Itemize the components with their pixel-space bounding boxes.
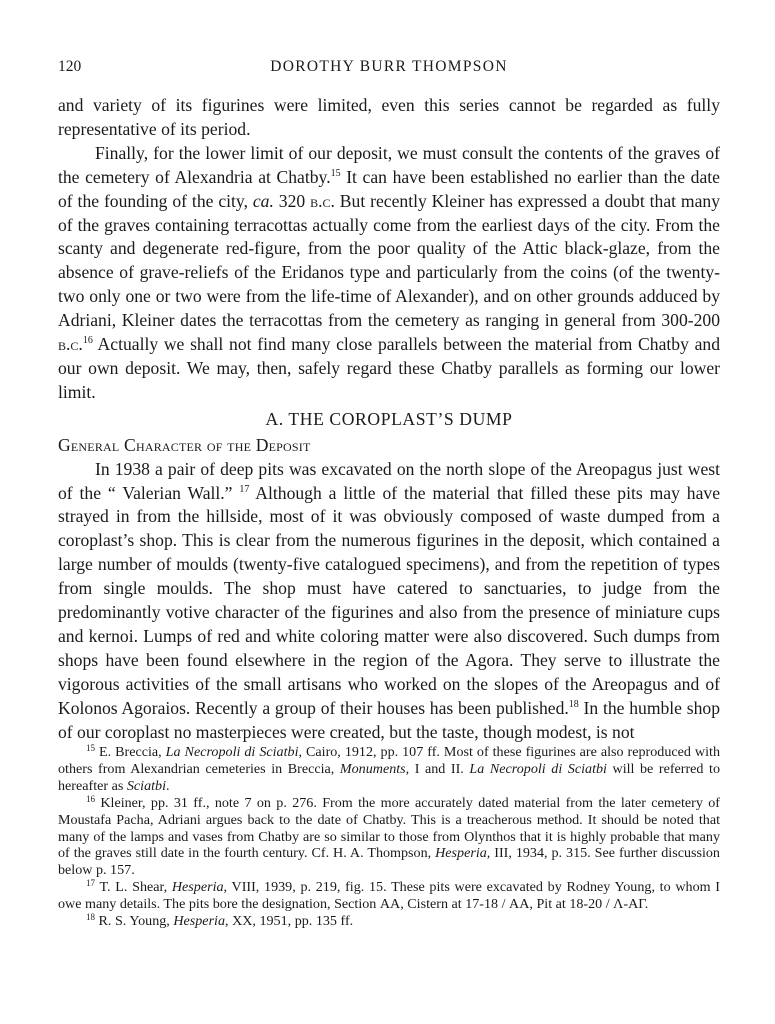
text-run: But recently Kleiner has expressed a doubt that many of the graves containing terracottas actually come from the earliest days of the city. From the scanty and degenerate red-figure, from the poor quality of the Attic black-glaze, from the absence of grave-reliefs of the Eridanos type and particularly from the coins (of the twenty-two only one or two were from the life-time of Alexander), and on other grounds adduced by Adriani, Kleiner dates the terracottas from the cemetery as ranging in general from 300-200 [58,190,721,331]
text-run: Actually we shall not find many close parallels between the material from Chatby and our own deposit. We may, then, safely regard these Chatby parallels as forming our lower limit. [58,334,720,402]
text-run: , III, 1934, p. 315. See further discussion below p. 157. [58,845,720,879]
footnote-15 [58,744,720,795]
text-run: Although a little of the material that filled these pits may have strayed in from the hillside, most of it was obviously composed of waste dumped from a coroplast’s shop. This is clear from the numerous figurines in the deposit, which contained a large number of moulds (twenty-five catalogued specimens), and from the repetition of types from single moulds. The shop must have catered to sanctuaries, to judge from the predominantly votive character of the figurines and also from the presence of miniature cups and kernoi. Lumps of red and white coloring matter were also discovered. Such dumps from shops have been found elsewhere in the region of the Agora. They serve to illustrate the vigorous activities of the small artisans who worked on the slopes of the Areopagus and of Kolonos Agoraios. Recently a group of their houses has been published. [58,482,721,718]
footnote-ref-18[interactable]: 18 [568,698,579,710]
text-run: E. Breccia, [95,744,166,760]
text-run: Kleiner, pp. 31 ff., note 7 on p. 276. From the more accurately dated material from the later cemetery of Moustafa Pacha, Adriani argues back to the date of Chatby. This is a treacherous method. It should be noted that many of the lamps and vases from Chatby are so similar to those from Olynthos that it is highly probable that many of the graves still date in the fourth century. Cf. H. A. Thompson, [58,794,720,862]
page-header [58,58,720,80]
italic-title: Hesperia [173,913,226,930]
running-head: DOROTHY BURR THOMPSON [270,58,508,75]
footnote-18 [58,913,720,930]
page-number: 120 [58,58,82,75]
italic-title: La Necropoli di Sciatbi [165,744,299,760]
subheading: General Character of the Deposit [58,434,311,455]
footnote-ref-15[interactable]: 15 [330,167,341,179]
text-run: It can have been established no earlier than the date of the founding of the city, [58,166,720,211]
italic-title: Monuments [339,760,406,777]
italic-title: Hesperia [435,845,487,862]
text-run: 320 [273,190,311,211]
paragraph-deposit [58,458,720,745]
footnote-ref-16[interactable]: 16 [82,335,93,347]
footnote-number: 18 [86,912,95,923]
era-bc: b.c. [58,334,83,355]
text-run: will be referred to hereafter as [58,760,720,794]
text-run: Finally, for the lower limit of our deposit, we must consult the contents of the graves of the cemetery of Alexandria at Chatby. [58,142,720,187]
footnote-17 [58,879,720,913]
text-run: , I and II. [405,760,470,777]
text-run: . [166,777,170,794]
text-run: T. L. Shear, [95,879,172,896]
footnote-ref-17[interactable]: 17 [239,483,250,495]
footnote-16 [58,795,720,880]
section-title: A. THE COROPLAST’S DUMP [265,408,513,429]
italic-title: La Necropoli di Sciatbi [469,760,607,777]
paragraph-lower-limit [58,142,720,405]
footnotes [58,744,720,930]
text-run: In the humble shop of our coroplast no masterpieces were created, but the taste, though modest, is not [58,697,720,742]
main-text [58,94,720,744]
footnote-number: 15 [86,743,95,753]
italic-title: Sciatbi [126,777,167,794]
italic-title: Hesperia [171,879,224,896]
text-run: In 1938 a pair of deep pits was excavated on the north slope of the Areopagus just west of the “ Valerian Wall.” [58,458,720,503]
text-run: , VIII, 1939, p. 219, fig. 15. These pits were excavated by Rodney Young, to whom I owe many details. The pits bore the designation, Section ΑΑ, Cistern at 17-18 / ΑΑ, Pit at 18-20 / Λ-ΑΓ. [58,879,720,913]
footnote-number: 17 [86,878,95,889]
text-run: , Cairo, 1912, pp. 107 ff. Most of these figurines are also reproduced with others from Alexandrian cemeteries in Breccia, [58,744,720,777]
italic-ca: ca. [252,190,274,211]
paragraph-continued: and variety of its figurines were limited, even this series cannot be regarded as fully representative of its period. [58,95,720,139]
text-run: , XX, 1951, pp. 135 ff. [225,913,354,930]
text-run: R. S. Young, [95,913,174,930]
era-bc: b.c. [310,190,335,211]
footnote-number: 16 [86,793,95,804]
